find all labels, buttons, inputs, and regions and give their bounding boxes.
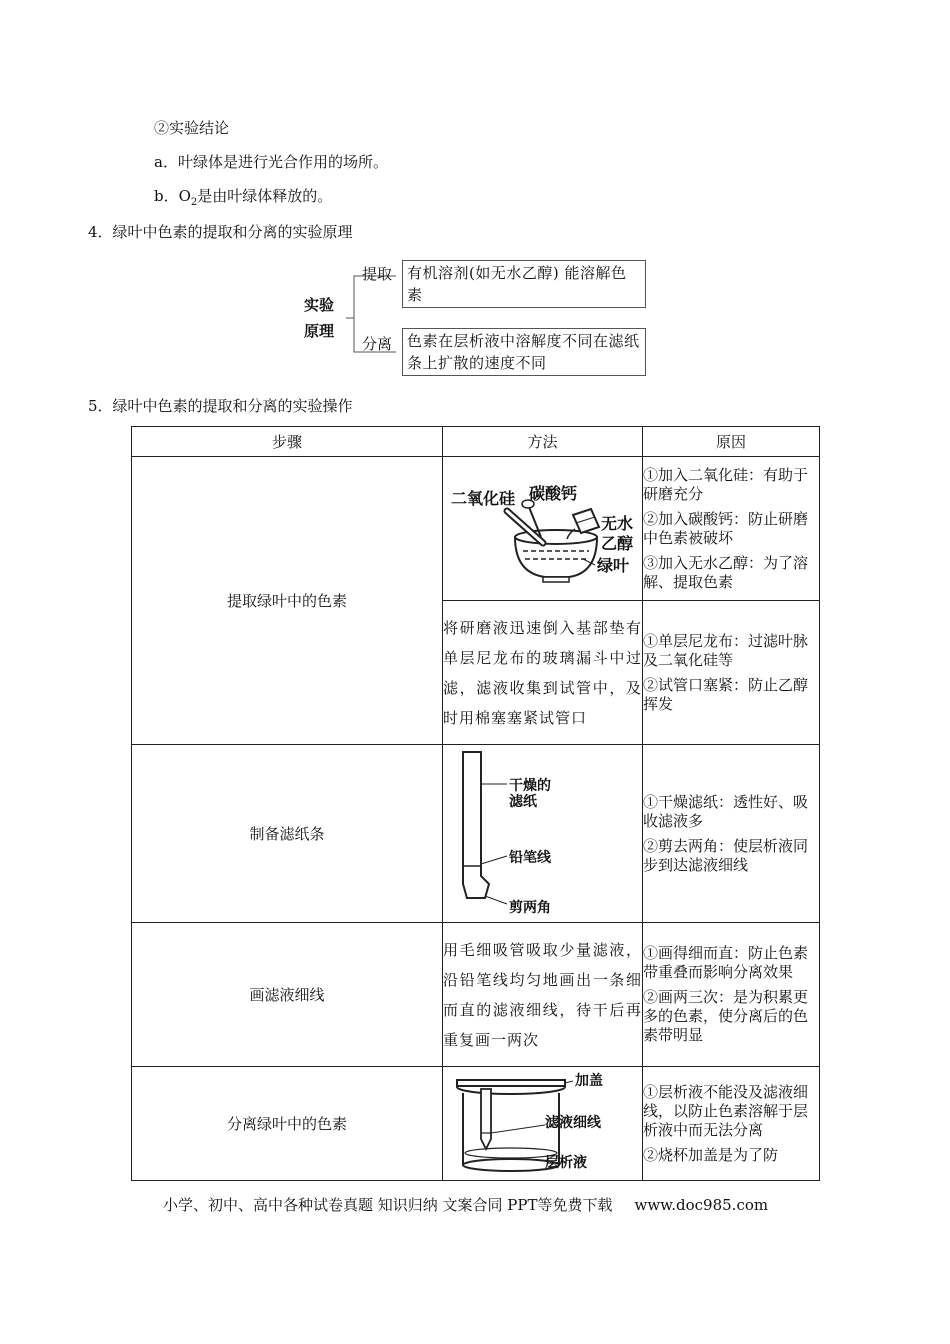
reason-item: ②画两三次：是为积累更多的色素，使分离后的色素带明显: [643, 988, 809, 1044]
reason-item: ①层析液不能没及滤液细线，以防止色素溶解于层析液中而无法分离: [643, 1082, 809, 1139]
method-figure-cell: [443, 1067, 643, 1181]
footer-url[interactable]: www.doc985.com: [634, 1196, 769, 1214]
mortar-figure: [445, 461, 641, 597]
method-figure-cell: [443, 457, 643, 601]
reason-cell: [643, 601, 820, 745]
figure-label: 干燥的: [508, 777, 551, 794]
step-cell: 提取绿叶中的色素: [132, 457, 443, 745]
reason-item: ③加入无水乙醇：为了溶解、提取色素: [643, 553, 809, 591]
conclusion-b-prefix: b．O: [154, 187, 191, 205]
reason-item: ①加入二氧化硅：有助于研磨充分: [643, 465, 809, 503]
reason-cell: [643, 923, 820, 1067]
page-footer: [163, 1194, 768, 1215]
figure-label: 滤纸: [508, 793, 537, 810]
reason-item: ①干燥滤纸：透性好、吸收滤液多: [643, 792, 809, 830]
conclusion-a: a．叶绿体是进行光合作用的场所。: [154, 153, 388, 171]
conclusion-b-subscript: 2: [190, 197, 198, 208]
reason-item: ②加入碳酸钙：防止研磨中色素被破坏: [643, 509, 809, 547]
principle-diagram: [298, 258, 648, 380]
reason-cell: [643, 745, 820, 923]
header-method: 方法: [443, 427, 643, 457]
step-cell: 制备滤纸条: [132, 745, 443, 923]
figure-label: 滤液细线: [544, 1114, 601, 1131]
branch-separate-label: 分离: [362, 335, 393, 353]
footer-text: 小学、初中、高中各种试卷真题 知识归纳 文案合同 PPT等免费下载: [163, 1196, 613, 1214]
figure-label: 层析液: [544, 1154, 587, 1171]
reason-item: ②烧杯加盖是为了防: [643, 1145, 779, 1164]
step-cell: 分离绿叶中的色素: [132, 1067, 443, 1181]
figure-label: 乙醇: [600, 533, 633, 553]
reason-cell: [643, 1067, 820, 1181]
reason-item: ②试管口塞紧：防止乙醇挥发: [643, 675, 809, 713]
header-reason: 原因: [643, 427, 820, 457]
table-row: [132, 745, 820, 923]
table-header-row: [132, 427, 820, 457]
operations-table: [131, 426, 820, 1181]
reason-item: ②剪去两角：使层析液同步到达滤液细线: [643, 836, 809, 874]
figure-label: 二氧化硅: [450, 488, 515, 508]
header-step: 步骤: [132, 427, 443, 457]
conclusion-heading: ②实验结论: [154, 119, 230, 137]
table-row: [132, 1067, 820, 1181]
section5-heading: 5．绿叶中色素的提取和分离的实验操作: [88, 397, 353, 415]
figure-label: 加盖: [574, 1072, 603, 1089]
reason-cell: [643, 457, 820, 601]
diagram-root-line1: 实验: [304, 296, 335, 314]
figure-label: 碳酸钙: [528, 483, 577, 503]
method-cell: 用毛细吸管吸取少量滤液，沿铅笔线均匀地画出一条细而直的滤液细线，待干后再重复画一两次: [443, 923, 643, 1067]
figure-label: 无水: [600, 513, 633, 533]
step-cell: 画滤液细线: [132, 923, 443, 1067]
figure-label: 铅笔线: [508, 849, 551, 866]
reason-item: ①画得细而直：防止色素带重叠而影响分离效果: [643, 944, 809, 981]
branch-extract-label: 提取: [362, 265, 393, 283]
figure-label: 绿叶: [596, 555, 629, 575]
reason-item: ①单层尼龙布：过滤叶脉及二氧化硅等: [643, 631, 809, 669]
table-row: [132, 923, 820, 1067]
conclusion-b-suffix: 是由叶绿体释放的。: [197, 187, 333, 205]
branch-extract-box: 有机溶剂(如无水乙醇) 能溶解色素: [402, 260, 646, 308]
diagram-root-line2: 原理: [304, 322, 335, 340]
figure-label: 剪两角: [508, 899, 551, 916]
table-row: [132, 457, 820, 601]
method-cell: 将研磨液迅速倒入基部垫有单层尼龙布的玻璃漏斗中过滤，滤液收集到试管中，及时用棉塞塞紧试管口: [443, 601, 643, 745]
filter-strip-figure: [445, 748, 641, 920]
section4-heading: 4．绿叶中色素的提取和分离的实验原理: [88, 223, 353, 241]
method-figure-cell: [443, 745, 643, 923]
branch-separate-box: 色素在层析液中溶解度不同在滤纸条上扩散的速度不同: [402, 328, 646, 376]
conclusion-b: [154, 186, 332, 213]
beaker-figure: [445, 1069, 641, 1179]
